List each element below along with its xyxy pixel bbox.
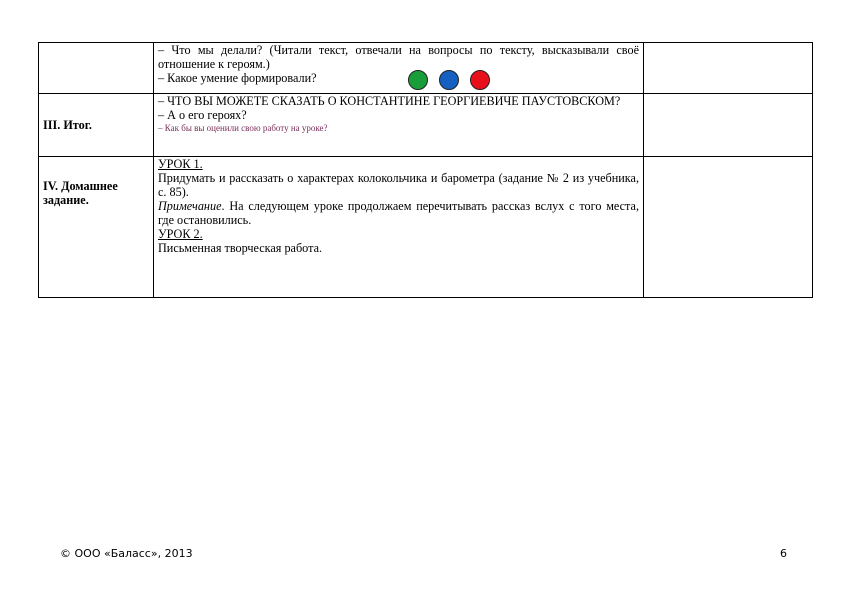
lesson1-title: УРОК 1. xyxy=(158,157,203,171)
notes-cell xyxy=(644,157,813,298)
table-row xyxy=(39,94,813,157)
content-cell xyxy=(154,157,644,298)
lesson2-title: УРОК 2. xyxy=(158,227,203,241)
content-cell xyxy=(154,94,644,157)
stage-cell: IV. Домашнее задание. xyxy=(39,157,154,298)
notes-cell xyxy=(644,94,813,157)
lesson2-text: Письменная творческая работа. xyxy=(158,241,323,255)
question-line: – Что мы делали? (Читали текст, отвечали на вопросы по тексту, высказывали своё отношение к героям.) xyxy=(158,43,639,71)
stage-cell xyxy=(39,43,154,94)
blue-circle-icon xyxy=(439,70,459,90)
remark xyxy=(158,199,639,227)
notes-cell xyxy=(644,43,813,94)
page-number: 6 xyxy=(780,547,787,560)
red-circle-icon xyxy=(470,70,490,90)
remark-text: . На следующем уроке продолжаем перечитывать рассказ вслух с того места, где остановились. xyxy=(158,199,639,227)
green-circle-icon xyxy=(408,70,428,90)
self-assessment-note: – Как бы вы оценили свою работу на уроке? xyxy=(158,123,328,133)
lesson1-text: Придумать и рассказать о характерах колокольчика и барометра (задание № 2 из учебника, с. 85). xyxy=(158,171,639,199)
footer-copyright: © ООО «Баласс», 2013 xyxy=(60,547,193,560)
question-line: – Какое умение формировали? xyxy=(158,71,317,85)
question-line: – А о его героях? xyxy=(158,108,247,122)
stage-cell: III. Итог. xyxy=(39,94,154,157)
table-row xyxy=(39,157,813,298)
remark-label: Примечание xyxy=(158,199,222,213)
content-cell xyxy=(154,43,644,94)
question-line: – ЧТО ВЫ МОЖЕТЕ СКАЗАТЬ О КОНСТАНТИНЕ ГЕОРГИЕВИЧЕ ПАУСТОВСКОМ? xyxy=(158,94,621,108)
